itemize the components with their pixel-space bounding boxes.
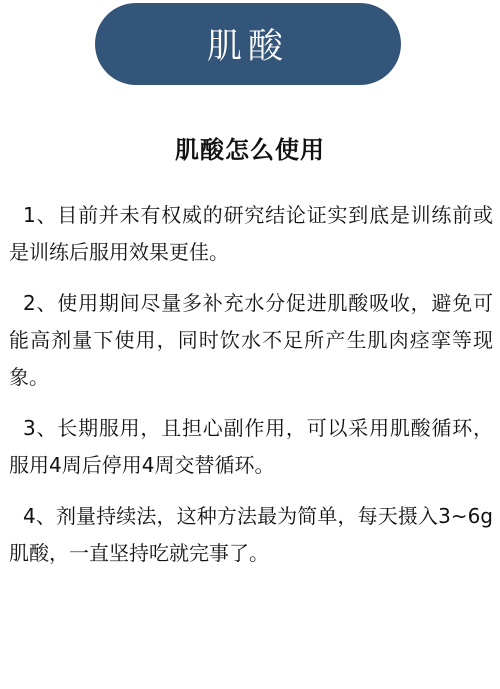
section-heading: 肌酸怎么使用	[175, 136, 325, 164]
title-banner	[95, 3, 401, 85]
paragraph-2: 2、使用期间尽量多补充水分促进肌酸吸收，避免可能高剂量下使用，同时饮水不足所产生肌肉痉挛等现象。	[9, 291, 493, 389]
paragraph-4: 4、剂量持续法，这种方法最为简单，每天摄入3~6g肌酸，一直坚持吃就完事了。	[9, 504, 493, 565]
paragraph-1: 1、目前并未有权威的研究结论证实到底是训练前或是训练后服用效果更佳。	[9, 203, 493, 264]
article-body	[9, 197, 493, 586]
page-title: 肌酸	[206, 27, 289, 67]
paragraph-3: 3、长期服用，且担心副作用，可以采用肌酸循环，服用4周后停用4周交替循环。	[9, 416, 493, 477]
